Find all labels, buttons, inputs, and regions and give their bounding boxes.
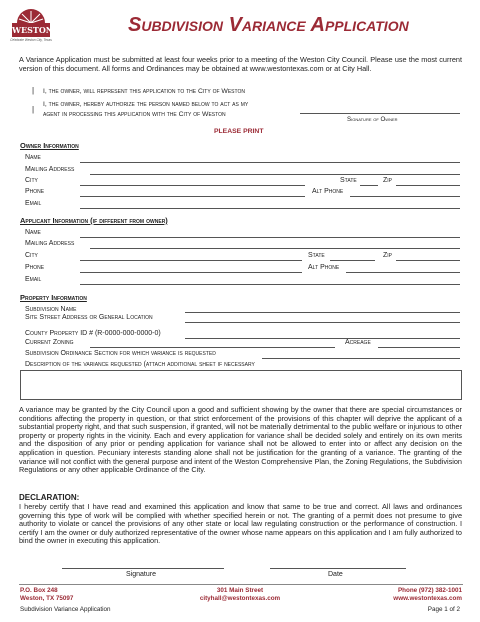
owner-signature-label: Signature of Owner (347, 116, 398, 123)
declaration-heading: DECLARATION: (19, 493, 80, 502)
footer-website-link[interactable]: www.westontexas.com (393, 595, 462, 602)
applicant-city-label: City (25, 252, 38, 259)
owner-alt-phone-label: Alt Phone (312, 188, 344, 195)
footer-po-box: P.O. Box 248 (20, 587, 58, 594)
variance-policy-text: A variance may be granted by the City Council upon a good and sufficient showing by the owner that there are special circumstances or conditions affecting the property in question, or that strict enforcement of the provisions of this chapter will deprive the applicant of a substantial property right, and that such suspension, if granted, will not be materially detrimental to the public welfare or injurious to other property or property rights in the vicinity. Each and every application for variance shall be decided solely and entirely on its own merits and the disposition of any prior or pending application for variance shall not be allowed to enter into or affect any decision on the application in question. Pecuniary interests standing alone shall not be justification for the granting of a variance. The granting of the variance will not conflict with the general purpose and intent of the Weston Comprehensive Plan, the Zoning Regulations, the Subdivision Regulations or any other applicable Ordinance of the City. (19, 405, 462, 475)
applicant-city-field[interactable] (80, 260, 302, 261)
ordinance-section-label: Subdivision Ordinance Section for which variance is requested (25, 350, 216, 357)
acreage-label: Acreage (345, 339, 371, 346)
date-field[interactable] (270, 568, 406, 569)
logo-tagline: Celebrate Weston City, Texas (10, 38, 52, 42)
subdivision-name-label: Subdivision Name (25, 306, 77, 313)
description-textarea[interactable] (20, 370, 462, 400)
intro-text: A Variance Application must be submitted at least four weeks prior to a meeting of the Weston City Council. Please use the most current version of this document. All forms and Ordinances may be obtained at www.westontexas.com or at City Hall. (19, 55, 462, 73)
declaration-text: I hereby certify that I have read and examined this application and know that same to be true and correct. All laws and ordinances governing this type of work will be complied with whether specified herein or not. The granting of a permit does not presume to give authority to violate or cancel the provisions of any other state or local law regulating construction or the performance of construction. I certify I am the owner or duly authorized representative of the owner whose name appears on this application and I am fully authorized to bind the owner in executing this application. (19, 502, 462, 546)
applicant-mailing-label: Mailing Address (25, 240, 75, 247)
zoning-field[interactable] (90, 347, 335, 348)
applicant-email-label: Email (25, 276, 42, 283)
page-number: Page 1 of 2 (427, 606, 460, 613)
signature-label: Signature (126, 571, 156, 578)
applicant-section-heading: Applicant Information (if different from owner) (20, 216, 168, 225)
option-2-checkbox[interactable]: | (32, 105, 35, 114)
owner-phone-label: Phone (25, 188, 45, 195)
owner-name-field[interactable] (80, 162, 460, 163)
owner-mailing-field[interactable] (90, 174, 460, 175)
county-id-field[interactable] (185, 338, 460, 339)
owner-signature-line[interactable] (300, 113, 460, 114)
zoning-label: Current Zoning (25, 339, 74, 346)
footer-street: 301 Main Street (216, 587, 264, 594)
footer-email-link[interactable]: cityhall@westontexas.com (199, 595, 281, 602)
owner-email-field[interactable] (80, 208, 460, 209)
description-label: Description of the variance requested (attach additional sheet if necessary (25, 361, 255, 368)
option-1-checkbox[interactable]: | (32, 86, 35, 95)
applicant-phone-label: Phone (25, 264, 45, 271)
page-title: Subdivision Variance Application (128, 14, 409, 36)
owner-name-label: Name (25, 154, 41, 161)
option-2-label-line1: I, the owner, hereby authorize the person named below to act as my (43, 101, 249, 108)
owner-state-field[interactable] (360, 185, 378, 186)
applicant-state-field[interactable] (330, 260, 375, 261)
acreage-field[interactable] (378, 347, 460, 348)
footer-phone: Phone (972) 382-1001 (397, 587, 462, 594)
signature-field[interactable] (62, 568, 224, 569)
date-label: Date (328, 571, 343, 578)
owner-state-label: State (340, 177, 357, 184)
property-section-heading: Property Information (20, 293, 87, 302)
owner-zip-field[interactable] (396, 185, 460, 186)
footer-city-zip: Weston, TX 75097 (20, 595, 74, 602)
applicant-alt-phone-field[interactable] (346, 272, 460, 273)
owner-alt-phone-field[interactable] (350, 196, 460, 197)
applicant-zip-label: Zip (383, 252, 392, 259)
applicant-alt-phone-label: Alt Phone (308, 264, 340, 271)
option-1-label: I, the owner, will represent this application to the City of Weston (43, 88, 245, 95)
applicant-state-label: State (308, 252, 325, 259)
site-address-label: Site Street Address or General Location (25, 314, 153, 321)
city-logo (8, 4, 54, 48)
site-address-field[interactable] (185, 322, 460, 323)
applicant-email-field[interactable] (80, 284, 460, 285)
county-id-label: County Property ID # (R-0000-000-0000-0) (25, 330, 161, 337)
applicant-mailing-field[interactable] (90, 248, 460, 249)
owner-section-heading: Owner Information (20, 141, 79, 150)
ordinance-section-field[interactable] (262, 358, 460, 359)
owner-mailing-label: Mailing Address (25, 166, 75, 173)
document-name: Subdivision Variance Application (20, 606, 111, 613)
applicant-zip-field[interactable] (396, 260, 460, 261)
logo-name: WESTON (12, 25, 54, 35)
owner-city-field[interactable] (80, 185, 305, 186)
applicant-name-label: Name (25, 229, 41, 236)
please-print: PLEASE PRINT (214, 128, 264, 135)
owner-email-label: Email (25, 200, 42, 207)
footer-divider (19, 584, 463, 585)
applicant-phone-field[interactable] (80, 272, 302, 273)
owner-phone-field[interactable] (80, 196, 305, 197)
owner-city-label: City (25, 177, 38, 184)
subdivision-name-field[interactable] (185, 312, 460, 313)
option-2-label-line2: agent in processing this application with the City of Weston (43, 111, 226, 118)
applicant-name-field[interactable] (80, 237, 460, 238)
owner-zip-label: Zip (383, 177, 392, 184)
